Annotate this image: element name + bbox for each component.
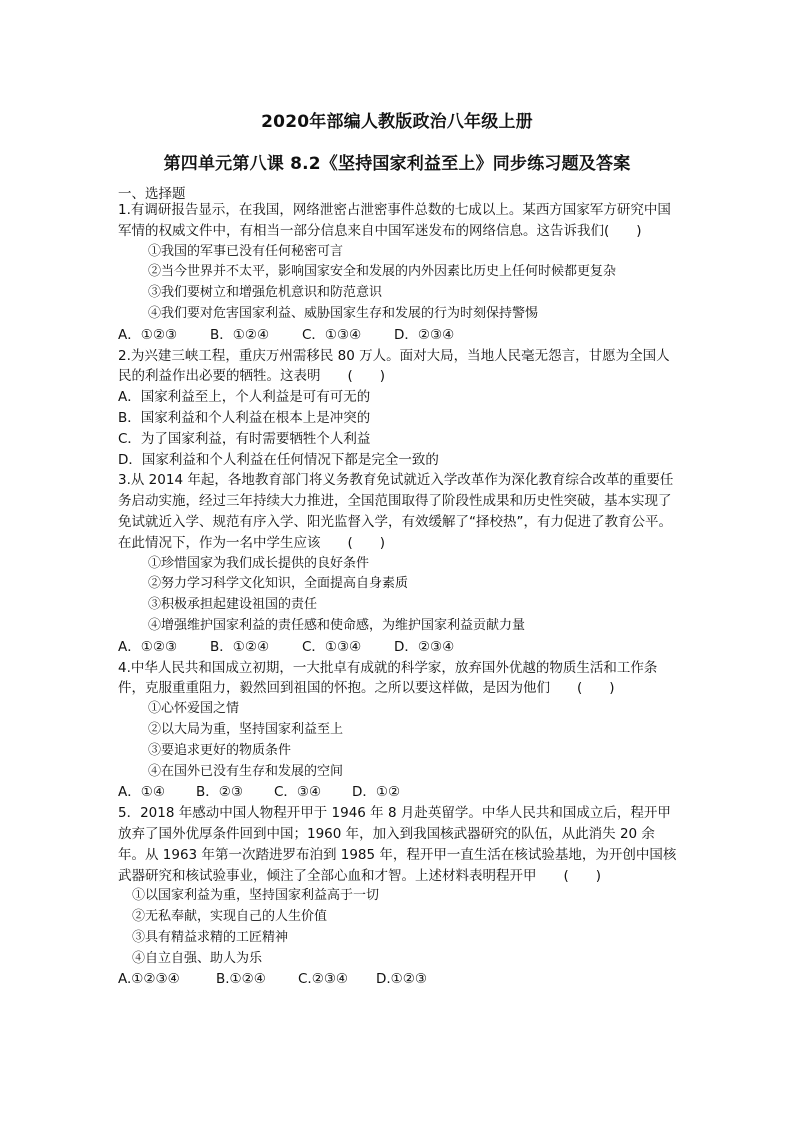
option: ②无私奉献，实现自己的人生价值 — [132, 909, 328, 925]
document-subtitle: 第四单元第八课 8.2《坚持国家利益至上》同步练习题及答案 — [163, 154, 631, 174]
document-title: 2020年部编人教版政治八年级上册 — [261, 112, 533, 132]
option: ①以国家利益为重，坚持国家利益高于一切 — [132, 888, 380, 904]
option: ①我国的军事已没有任何秘密可言 — [148, 243, 344, 259]
questions-body — [118, 200, 678, 990]
question-stem: 5．2018 年感动中国人物程开甲于 1946 年 8 月赴英留学。中华人民共和国成立后，程开甲放弃了国外优厚条件回到中国；1960 年，加入到我国核武器研究的队伍，从此消失 20 余年。从 1963 年第一次踏进罗布泊到 1985 年，程开甲一直生活在核试验基地，为开创中国核武器研究和核试验事业，倾注了全部心血和才智。上述材料表明程开甲 ( ) — [118, 805, 677, 884]
option: ①心怀爱国之情 — [148, 701, 240, 717]
choice-d: D．②③④ — [394, 638, 455, 655]
option: ④我们要对危害国家利益、威胁国家生存和发展的行为时刻保持警惕 — [148, 305, 539, 321]
option: ①珍惜国家为我们成长提供的良好条件 — [148, 555, 370, 571]
option: ②努力学习科学文化知识，全面提高自身素质 — [148, 576, 409, 592]
choice-c: C．③④ — [274, 784, 322, 801]
choice-d: D．②③④ — [394, 326, 455, 343]
choice-b: B．①②④ — [210, 638, 270, 655]
option: ②当今世界并不太平，影响国家安全和发展的内外因素比历史上任何时候都更复杂 — [148, 264, 617, 280]
choice-b: B.①②④ — [216, 971, 266, 988]
choice-a: A.①②③④ — [118, 971, 180, 988]
question-3 — [118, 470, 678, 657]
question-stem: 2.为兴建三峡工程，重庆万州需移民 80 万人。面对大局，当地人民毫无怨言，甘愿为全国人民的利益作出必要的牺牲。这表明 ( ) — [118, 347, 670, 385]
option: ③积极承担起建设祖国的责任 — [148, 597, 318, 613]
choice-a: A．国家利益至上，个人利益是可有可无的 — [118, 389, 371, 406]
choice-b: B．国家利益和个人利益在根本上是冲突的 — [118, 409, 371, 426]
answer-choices — [118, 637, 678, 658]
option: ③要追求更好的物质条件 — [148, 742, 292, 758]
choice-c: C．①③④ — [302, 326, 362, 343]
choice-c: C．①③④ — [302, 638, 362, 655]
option: ③我们要树立和增强危机意识和防范意识 — [148, 285, 383, 301]
answer-choices — [118, 325, 678, 346]
option: ④增强维护国家利益的责任感和使命感，为维护国家利益贡献力量 — [148, 617, 526, 633]
answer-choices — [118, 782, 678, 803]
choice-a: A．①②③ — [118, 326, 178, 343]
choice-b: B．①②④ — [210, 326, 270, 343]
question-stem: 1.有调研报告显示，在我国，网络泄密占泄密事件总数的七成以上。某西方国家军方研究中国军情的权威文件中，有相当一部分信息来自中国军迷发布的网络信息。这告诉我们( ) — [118, 202, 671, 239]
answer-choices — [118, 969, 678, 990]
question-4 — [118, 658, 678, 804]
choice-d: D.①②③ — [376, 971, 427, 988]
choice-c: C.②③④ — [298, 971, 349, 988]
question-1 — [118, 200, 678, 346]
question-stem: 3.从 2014 年起，各地教育部门将义务教育免试就近入学改革作为深化教育综合改革的重要任务启动实施，经过三年持续大力推进，全国范围取得了阶段性成果和历史性突破，基本实现了免试就近入学、规范有序入学、阳光监督入学，有效缓解了“择校热”，有力促进了教育公平。在此情况下，作为一名中学生应该 ( ) — [118, 472, 674, 551]
choice-d: D．国家利益和个人利益在任何情况下都是完全一致的 — [118, 451, 439, 468]
question-5 — [118, 803, 678, 990]
section-heading: 一、选择题 — [118, 186, 186, 202]
question-2 — [118, 346, 678, 471]
option: ④自立自强、助人为乐 — [132, 950, 263, 966]
choice-d: D．①② — [352, 784, 401, 801]
choice-a: A．①④ — [118, 784, 165, 801]
question-stem: 4.中华人民共和国成立初期，一大批卓有成就的科学家，放弃国外优越的物质生活和工作条件，克服重重阻力，毅然回到祖国的怀抱。之所以要这样做，是因为他们 ( ) — [118, 659, 658, 697]
choice-b: B．②③ — [196, 784, 243, 801]
option: ④在国外已没有生存和发展的空间 — [148, 763, 344, 779]
option: ③具有精益求精的工匠精神 — [132, 929, 289, 945]
choice-c: C．为了国家利益，有时需要牺牲个人利益 — [118, 430, 371, 447]
choice-a: A．①②③ — [118, 638, 178, 655]
option: ②以大局为重，坚持国家利益至上 — [148, 721, 344, 737]
